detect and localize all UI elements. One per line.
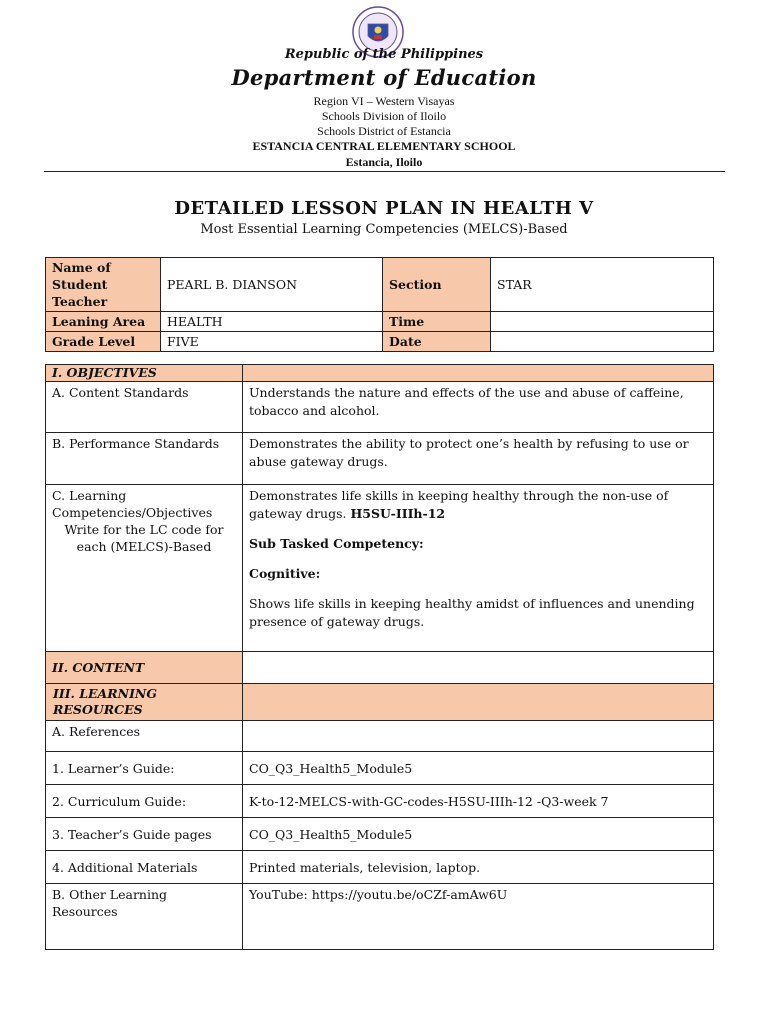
district-line: Schools District of Estancia [317,124,451,138]
cognitive-text: Shows life skills in keeping healthy amidst of influences and unending presence of gateway drugs. [249,596,695,629]
objectives-heading-fill [243,365,714,382]
lesson-plan-table [45,364,714,950]
additional-materials-label: 4. Additional Materials [46,851,243,884]
content-standards-label: A. Content Standards [46,382,243,433]
area-label: Leaning Area [46,312,161,332]
content-value [243,652,714,684]
objectives-heading: I. OBJECTIVES [46,365,243,382]
name-label: Name of Student Teacher [46,258,161,312]
time-value [491,312,714,332]
header-divider [44,171,725,172]
area-value: HEALTH [161,312,383,332]
other-resources-value[interactable]: YouTube: https://youtu.be/oCZf-amAw6U [243,884,714,950]
teachers-guide-value: CO_Q3_Health5_Module5 [243,818,714,851]
curriculum-guide-label: 2. Curriculum Guide: [46,785,243,818]
learning-resources-heading: III. LEARNING RESOURCES [46,684,243,721]
references-label: A. References [46,721,243,752]
date-label: Date [383,332,491,352]
other-resources-label: B. Other Learning Resources [46,884,243,950]
additional-materials-value: Printed materials, television, laptop. [243,851,714,884]
region-line: Region VI – Western Visayas [313,94,455,108]
department-heading: Department of Education [231,65,537,90]
content-heading: II. CONTENT [46,652,243,684]
school-name: ESTANCIA CENTRAL ELEMENTARY SCHOOL [252,139,516,153]
learning-competency-text: Demonstrates life skills in keeping healthy through the non-use of gateway drugs. [249,488,669,521]
content-standards-value: Understands the nature and effects of the use and abuse of caffeine, tobacco and alcohol. [243,382,714,433]
cognitive-heading: Cognitive: [249,566,321,581]
time-label: Time [383,312,491,332]
teacher-info-table [45,257,714,352]
sub-tasked-heading: Sub Tasked Competency: [249,536,424,551]
teachers-guide-label: 3. Teacher’s Guide pages [46,818,243,851]
republic-heading: Republic of the Philippines [284,47,484,62]
learning-competencies-cell [46,485,243,652]
document-title: DETAILED LESSON PLAN IN HEALTH V [174,198,594,219]
performance-standards-label: B. Performance Standards [46,433,243,485]
learning-competencies-value-cell [243,485,714,652]
school-town: Estancia, Iloilo [345,155,423,169]
references-value [243,721,714,752]
curriculum-guide-value: K-to-12-MELCS-with-GC-codes-H5SU-IIIh-12 -Q3-week 7 [243,785,714,818]
grade-label: Grade Level [46,332,161,352]
section-value: STAR [491,258,714,312]
learning-resources-heading-fill [243,684,714,721]
learners-guide-value: CO_Q3_Health5_Module5 [243,752,714,785]
document-subtitle: Most Essential Learning Competencies (MELCS)-Based [200,222,568,237]
section-label: Section [383,258,491,312]
performance-standards-value: Demonstrates the ability to protect one’s health by refusing to use or abuse gateway drugs. [243,433,714,485]
lc-code: H5SU-IIIh-12 [350,506,446,521]
division-line: Schools Division of Iloilo [321,109,447,123]
grade-value: FIVE [161,332,383,352]
learning-competencies-note: Write for the LC code for each (MELCS)-Based [64,522,224,554]
name-value: PEARL B. DIANSON [161,258,383,312]
date-value [491,332,714,352]
learners-guide-label: 1. Learner’s Guide: [46,752,243,785]
learning-competencies-label: C. Learning Competencies/Objectives [52,488,213,520]
